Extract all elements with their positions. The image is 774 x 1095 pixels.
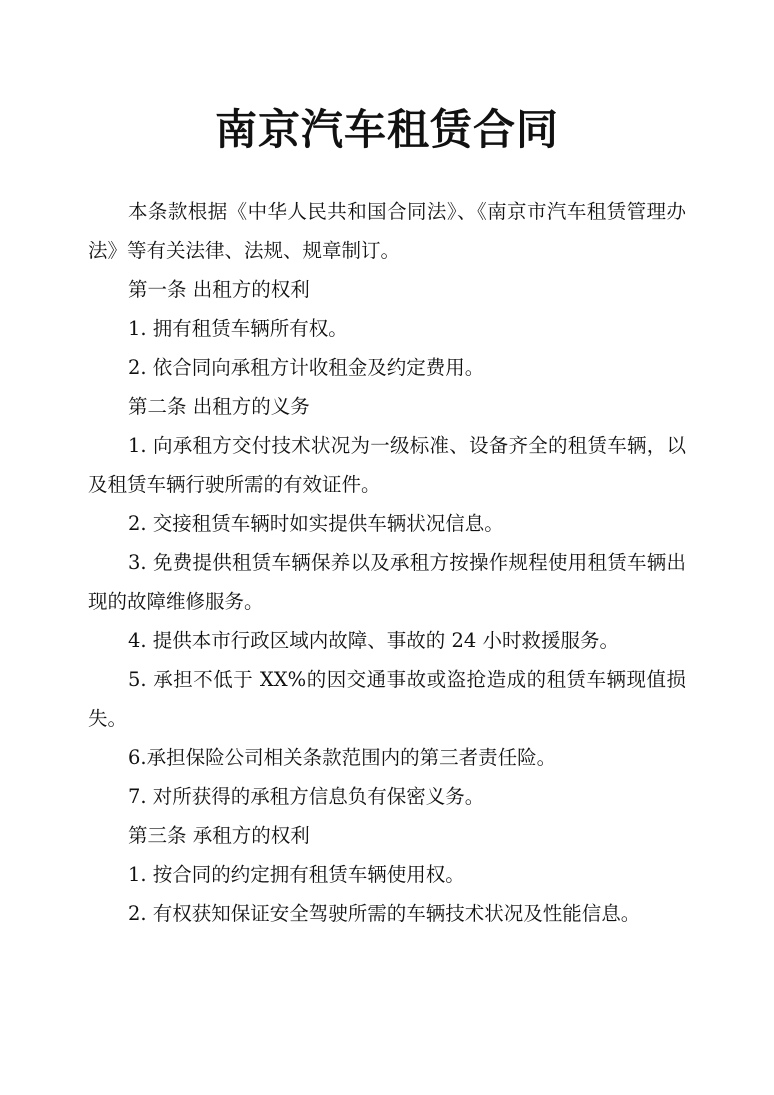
document-body xyxy=(88,192,686,933)
article-2-item-4: 4. 提供本市行政区域内故障、事故的 24 小时救援服务。 xyxy=(128,629,620,652)
article-2-heading: 第二条 出租方的义务 xyxy=(128,395,310,418)
document-title: 南京汽车租赁合同 xyxy=(214,105,559,154)
article-2-item-6: 6.承担保险公司相关条款范围内的第三者责任险。 xyxy=(128,746,557,769)
article-3-heading: 第三条 承租方的权利 xyxy=(128,824,310,847)
article-1-item-1: 1. 拥有租赁车辆所有权。 xyxy=(128,317,348,340)
article-2-item-2: 2. 交接租赁车辆时如实提供车辆状况信息。 xyxy=(128,512,504,535)
article-2-item-5: 5. 承担不低于 XX%的因交通事故或盗抢造成的租赁车辆现值损失。 xyxy=(88,668,686,730)
article-2-item-3: 3. 免费提供租赁车辆保养以及承租方按操作规程使用租赁车辆出现的故障维修服务。 xyxy=(88,551,686,613)
article-1-heading: 第一条 出租方的权利 xyxy=(128,278,310,301)
intro-paragraph: 本条款根据《中华人民共和国合同法》、《南京市汽车租赁管理办法》等有关法律、法规、规章制订。 xyxy=(88,200,686,262)
article-2-item-7: 7. 对所获得的承租方信息负有保密义务。 xyxy=(128,785,485,808)
article-3-item-2: 2. 有权获知保证安全驾驶所需的车辆技术状况及性能信息。 xyxy=(128,902,641,925)
article-3-item-1: 1. 按合同的约定拥有租赁车辆使用权。 xyxy=(128,863,465,886)
article-1-item-2: 2. 依合同向承租方计收租金及约定费用。 xyxy=(128,356,485,379)
article-2-item-1: 1. 向承租方交付技术状况为一级标准、设备齐全的租赁车辆，以及租赁车辆行驶所需的有效证件。 xyxy=(88,434,686,496)
